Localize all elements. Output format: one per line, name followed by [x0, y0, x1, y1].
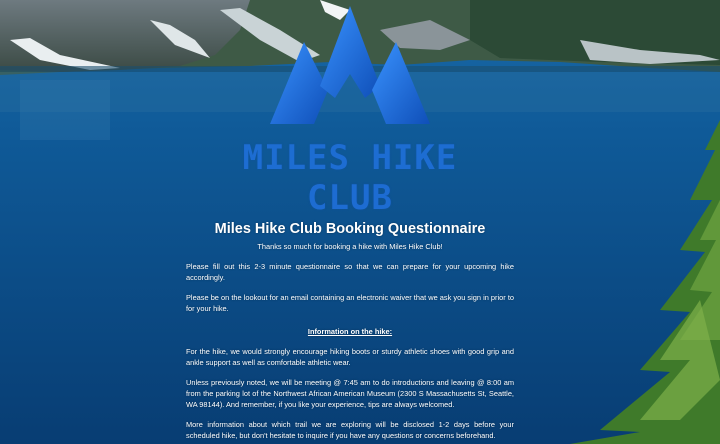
page-title: Miles Hike Club Booking Questionnaire [214, 221, 486, 237]
questionnaire-intro [186, 220, 514, 441]
section-title: Information on the hike: [307, 327, 393, 336]
mountain-logo-icon [270, 6, 430, 124]
footwear-paragraph: For the hike, we would strongly encourage hiking boots or sturdy athletic shoes with good grip and ankle support as well as comfortable athletic wear. [186, 347, 514, 367]
waiver-paragraph: Please be on the lookout for an email containing an electronic waiver that we ask you sign in prior to for your hike. [186, 293, 514, 313]
trail-info-paragraph: More information about which trail we are exploring will be disclosed 1-2 days before your scheduled hike, but don't hesitate to inquire if you have any questions or concerns beforehand. [186, 420, 514, 440]
meeting-paragraph: Unless previously noted, we will be meeting @ 7:45 am to do introductions and leaving @ 8:00 am from the parking lot of the Northwest African American Museum (2300 S Massachusetts St, Seattle, WA 98144). And remember, if you like your experience, tips are always welcomed. [186, 378, 514, 409]
thanks-text: Thanks so much for booking a hike with Miles Hike Club! [257, 242, 443, 251]
logo-wordmark: MILES HIKE CLUB [242, 138, 458, 218]
intro-paragraph: Please fill out this 2-3 minute questionnaire so that we can prepare for your upcoming hike accordingly. [186, 262, 514, 282]
